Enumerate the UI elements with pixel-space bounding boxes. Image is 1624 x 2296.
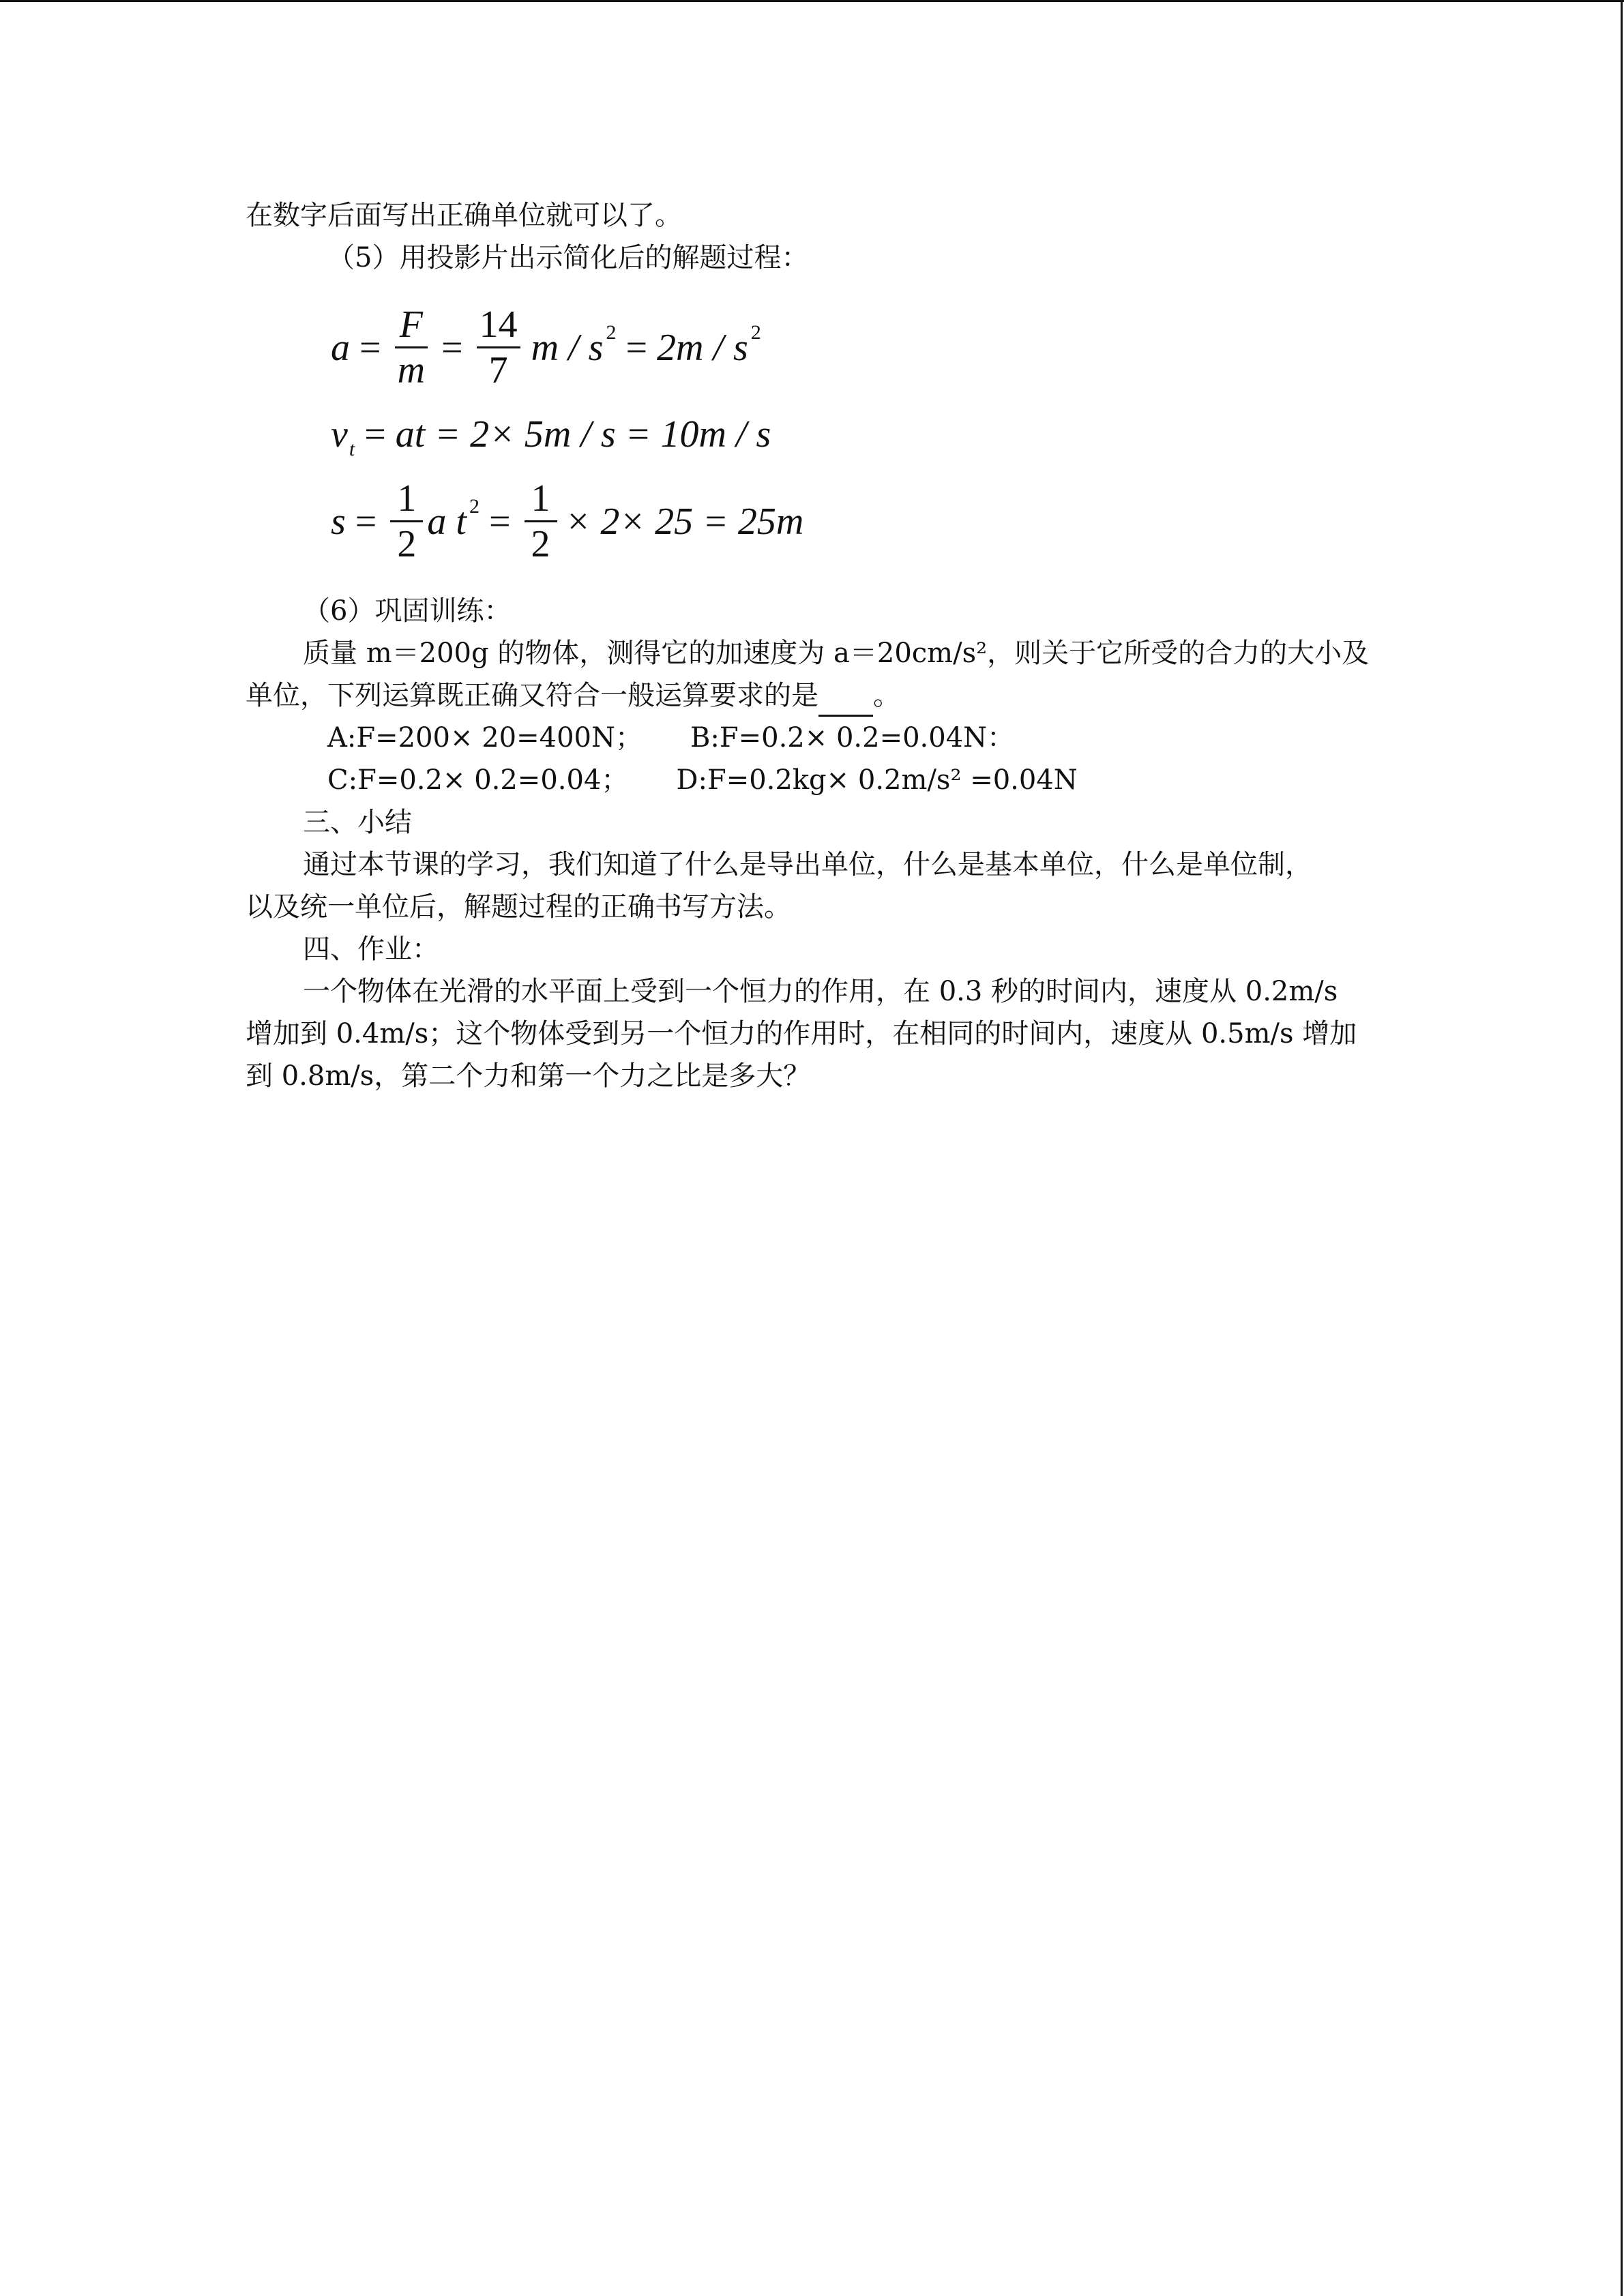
fraction-numerator: F	[399, 303, 423, 346]
homework-line3: 到 0.8m/s，第二个力和第一个力之比是多大？	[246, 1060, 811, 1092]
document-body	[246, 194, 1371, 1097]
fraction-one-half	[525, 477, 557, 566]
formula-exponent: 2	[750, 320, 761, 344]
formula-velocity	[331, 397, 1371, 472]
option-c: C:F=0.2× 0.2=0.04；	[327, 764, 629, 796]
formula-equals: =	[355, 500, 377, 543]
fraction-14-over-7	[477, 303, 520, 392]
formula-exponent: 2	[606, 320, 617, 344]
fraction-denominator: 2	[531, 523, 550, 565]
exercise-question-line1: 质量 m＝200g 的物体，测得它的加速度为 a＝20cm/s²，则关于它所受的合力的大小及	[303, 638, 1370, 669]
exercise-question-text: 单位，下列运算既正确又符合一般运算要求的是	[246, 680, 818, 711]
formula-unit: m / s	[531, 326, 604, 369]
step-5-heading: （5）用投影片出示简化后的解题过程：	[327, 242, 809, 273]
homework-line2: 增加到 0.4m/s；这个物体受到另一个恒力的作用时，在相同的时间内，速度从 0.5m/s 增加	[246, 1018, 1357, 1049]
option-b: B:F=0.2× 0.2=0.04N：	[690, 722, 1015, 754]
formula-equals: =	[625, 326, 648, 369]
exercise-question-line2	[246, 674, 1371, 717]
formula-block	[246, 298, 1371, 571]
page-top-border	[0, 0, 1624, 2]
fraction-denominator: 2	[397, 523, 417, 565]
formula-acceleration	[331, 298, 1371, 397]
formula-equals: =	[364, 413, 386, 456]
formula-var: a	[331, 326, 350, 369]
homework-line1: 一个物体在光滑的水平面上受到一个恒力的作用，在 0.3 秒的时间内，速度从 0.2m/s	[303, 976, 1338, 1007]
options-row-1	[246, 717, 1371, 759]
section-summary-heading: 三、小结	[303, 807, 412, 838]
formula-var: v	[331, 413, 348, 456]
formula-subscript: t	[349, 438, 355, 460]
option-d: D:F=0.2kg× 0.2m/s² =0.04N	[676, 764, 1078, 796]
summary-line2: 以及统一单位后，解题过程的正确书写方法。	[246, 891, 791, 923]
formula-var: s	[331, 500, 346, 543]
formula-result: × 2× 25 = 25m	[565, 500, 804, 543]
formula-equals: =	[359, 326, 381, 369]
formula-body: at = 2× 5m / s = 10m / s	[395, 413, 771, 456]
fraction-numerator: 1	[397, 477, 417, 520]
section-homework-heading: 四、作业：	[303, 934, 439, 965]
fraction-one-half	[390, 477, 423, 566]
formula-result: 2m / s	[657, 326, 748, 369]
options-row-2	[246, 759, 1371, 801]
step-6-heading: （6）巩固训练：	[303, 595, 512, 627]
fraction-denominator: m	[397, 349, 426, 391]
fraction-numerator: 1	[531, 477, 550, 520]
formula-equals: =	[441, 326, 463, 369]
page-right-border	[1621, 0, 1623, 2296]
fraction-numerator: 14	[479, 303, 518, 346]
formula-equals: =	[488, 500, 511, 543]
paragraph-units-conclusion: 在数字后面写出正确单位就可以了。	[246, 200, 682, 231]
summary-line1: 通过本节课的学习，我们知道了什么是导出单位，什么是基本单位，什么是单位制，	[303, 849, 1312, 880]
option-a: A:F=200× 20=400N；	[327, 722, 643, 754]
exercise-question-tail: 。	[873, 680, 900, 711]
fraction-denominator: 7	[488, 349, 508, 391]
formula-exponent: 2	[469, 494, 479, 518]
answer-blank	[818, 687, 873, 717]
formula-term: a t	[427, 500, 467, 543]
formula-displacement	[331, 472, 1371, 571]
fraction-f-over-m	[395, 303, 428, 392]
